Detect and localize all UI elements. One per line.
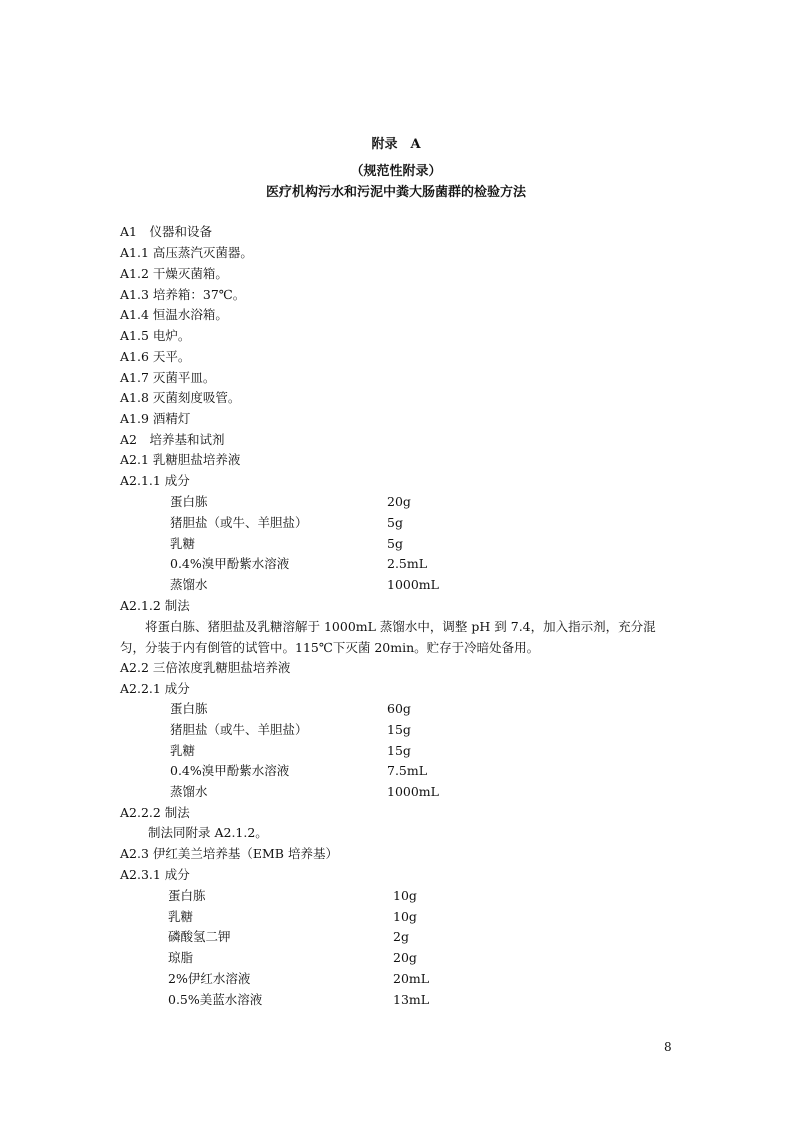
appendix-subtitle: （规范性附录） bbox=[350, 164, 442, 179]
ingredient-amount: 20g bbox=[393, 950, 417, 965]
list-item: A1.1 高压蒸汽灭菌器。 bbox=[120, 245, 253, 260]
ingredient-name: 蒸馏水 bbox=[170, 784, 208, 799]
list-item: A1.9 酒精灯 bbox=[120, 411, 191, 426]
ingredient-name: 蛋白胨 bbox=[168, 888, 206, 903]
ingredient-amount: 20g bbox=[387, 494, 411, 509]
ingredient-name: 2%伊红水溶液 bbox=[168, 971, 251, 986]
method-heading: A2.2.2 制法 bbox=[120, 805, 190, 820]
ingredient-amount: 1000mL bbox=[387, 577, 439, 592]
ingredient-name: 乳糖 bbox=[170, 743, 196, 758]
ingredient-name: 乳糖 bbox=[168, 909, 194, 924]
ingredient-name: 猪胆盐（或牛、羊胆盐） bbox=[170, 722, 308, 737]
document-title: 医疗机构污水和污泥中粪大肠菌群的检验方法 bbox=[265, 185, 526, 200]
ingredient-amount: 10g bbox=[393, 909, 417, 924]
method-paragraph: 制法同附录 A2.1.2。 bbox=[148, 825, 268, 840]
ingredient-name: 蛋白胨 bbox=[170, 701, 208, 716]
method-paragraph: 将蛋白胨、猪胆盐及乳糖溶解于 1000mL 蒸馏水中，调整 pH 到 7.4，加入指示剂，充分混匀，分装于内有倒管的试管中。115℃下灭菌 20min。贮存于冷暗处备用。 bbox=[120, 619, 656, 655]
ingredient-name: 0.4%溴甲酚紫水溶液 bbox=[170, 556, 290, 571]
ingredient-amount: 7.5mL bbox=[387, 763, 428, 778]
list-item: A1.6 天平。 bbox=[120, 349, 191, 364]
section-a23-heading: A2.3 伊红美兰培养基（EMB 培养基） bbox=[120, 846, 338, 861]
page-number: 8 bbox=[664, 1040, 672, 1054]
ingredient-amount: 20mL bbox=[393, 971, 430, 986]
section-a22-heading: A2.2 三倍浓度乳糖胆盐培养液 bbox=[120, 660, 291, 675]
ingredient-name: 磷酸氢二钾 bbox=[168, 929, 231, 944]
ingredient-name: 猪胆盐（或牛、羊胆盐） bbox=[170, 515, 308, 530]
section-a2-heading: A2 培养基和试剂 bbox=[120, 432, 225, 447]
ingredient-name: 琼脂 bbox=[168, 950, 194, 965]
method-heading: A2.1.2 制法 bbox=[120, 598, 190, 613]
ingredient-name: 乳糖 bbox=[170, 536, 196, 551]
list-item: A1.8 灭菌刻度吸管。 bbox=[120, 390, 241, 405]
ingredient-name: 蒸馏水 bbox=[170, 577, 208, 592]
ingredient-amount: 15g bbox=[387, 743, 411, 758]
section-a21-heading: A2.1 乳糖胆盐培养液 bbox=[120, 452, 241, 467]
ingredient-amount: 10g bbox=[393, 888, 417, 903]
list-item: A1.5 电炉。 bbox=[120, 328, 191, 343]
list-item: A1.7 灭菌平皿。 bbox=[120, 370, 216, 385]
composition-heading: A2.1.1 成分 bbox=[120, 473, 190, 488]
ingredient-amount: 60g bbox=[387, 701, 411, 716]
section-a1-heading: A1 仪器和设备 bbox=[120, 224, 212, 239]
ingredient-amount: 5g bbox=[387, 536, 403, 551]
list-item: A1.2 干燥灭菌箱。 bbox=[120, 266, 228, 281]
ingredient-name: 0.4%溴甲酚紫水溶液 bbox=[170, 763, 290, 778]
ingredient-amount: 13mL bbox=[393, 992, 430, 1007]
ingredient-amount: 2.5mL bbox=[387, 556, 428, 571]
ingredient-name: 0.5%美蓝水溶液 bbox=[168, 992, 263, 1007]
ingredient-amount: 5g bbox=[387, 515, 403, 530]
ingredient-amount: 2g bbox=[393, 929, 409, 944]
ingredient-amount: 15g bbox=[387, 722, 411, 737]
list-item: A1.4 恒温水浴箱。 bbox=[120, 307, 228, 322]
composition-heading: A2.2.1 成分 bbox=[120, 681, 190, 696]
appendix-title: 附录 A bbox=[371, 137, 421, 152]
list-item: A1.3 培养箱：37℃。 bbox=[120, 287, 246, 302]
ingredient-amount: 1000mL bbox=[387, 784, 439, 799]
composition-heading: A2.3.1 成分 bbox=[120, 867, 190, 882]
ingredient-name: 蛋白胨 bbox=[170, 494, 208, 509]
